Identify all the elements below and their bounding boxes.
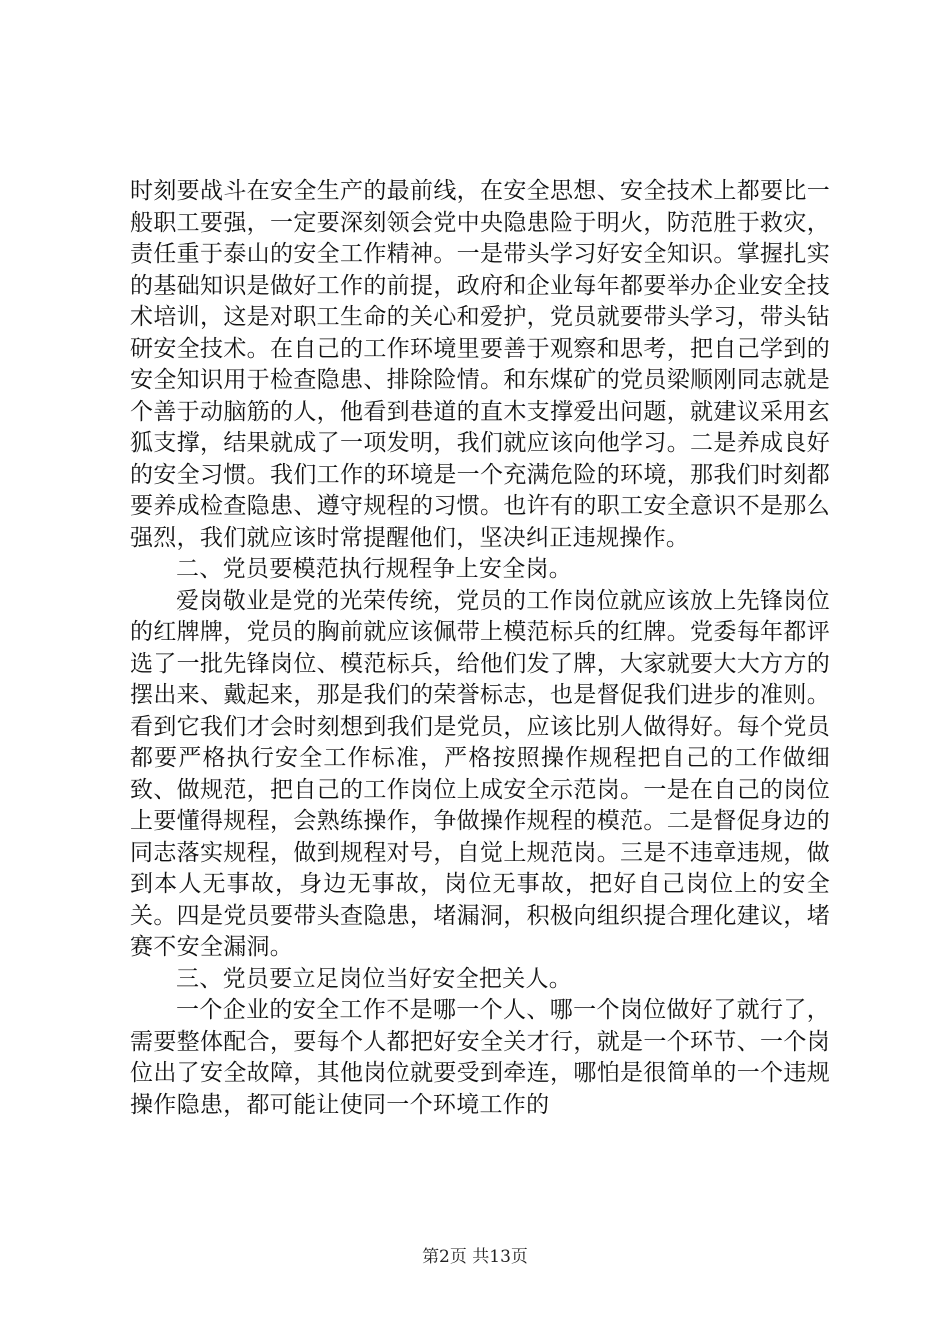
section-heading-2: 二、党员要模范执行规程争上安全岗。 [176, 556, 573, 582]
paragraph-section-2: 爱岗敬业是党的光荣传统，党员的工作岗位就应该放上先锋岗位的红牌牌，党员的胸前就应该佩带上模范标兵的红牌。党委每年都评选了一批先锋岗位、模范标兵，给他们发了牌，大家就要大大方方的摆出来、戴起来，那是我们的荣誉标志，也是督促我们进步的准则。看到它我们才会时刻想到我们是党员，应该比别人做得好。每个党员都要严格执行安全工作标准，严格按照操作规程把自己的工作做细致、做规范，把自己的工作岗位上成安全示范岗。一是在自己的岗位上要懂得规程，会熟练操作，争做操作规程的模范。二是督促身边的同志落实规程，做到规程对号，自觉上规范岗。三是不违章违规，做到本人无事故，身边无事故，岗位无事故，把好自己岗位上的安全关。四是党员要带头查隐患，堵漏洞，积极向组织提合理化建议，堵赛不安全漏洞。 [130, 587, 830, 960]
section-heading-3: 三、党员要立足岗位当好安全把关人。 [176, 965, 573, 992]
paragraph-continuation: 时刻要战斗在安全生产的最前线，在安全思想、安全技术上都要比一般职工要强，一定要深刻领会党中央隐患险于明火，防范胜于救灾，责任重于泰山的安全工作精神。一是带头学习好安全知识。掌握扎实的基础知识是做好工作的前提，政府和企业每年都要举办企业安全技术培训，这是对职工生命的关心和爱护，党员就要带头学习，带头钻研安全技术。在自己的工作环境里要善于观察和思考，把自己学到的安全知识用于检查隐患、排除险情。和东煤矿的党员梁顺刚同志就是个善于动脑筋的人，他看到巷道的直木支撑爱出问题，就建议采用玄狐支撑，结果就成了一项发明，我们就应该向他学习。二是养成良好的安全习惯。我们工作的环境是一个充满危险的环境，那我们时刻都要养成检查隐患、遵守规程的习惯。也许有的职工安全意识不是那么强烈，我们就应该时常提醒他们，坚决纠正违规操作。 [130, 178, 830, 551]
page-number-footer: 第2页 共13页 [422, 1247, 528, 1267]
paragraph-section-3: 一个企业的安全工作不是哪一个人、哪一个岗位做好了就行了，需要整体配合，要每个人都把好安全关才行，就是一个环节、一个岗位出了安全故障，其他岗位就要受到牵连，哪怕是很简单的一个违规操作隐患，都可能让使同一个环境工作的 [130, 997, 830, 1118]
document-body [130, 176, 830, 1121]
